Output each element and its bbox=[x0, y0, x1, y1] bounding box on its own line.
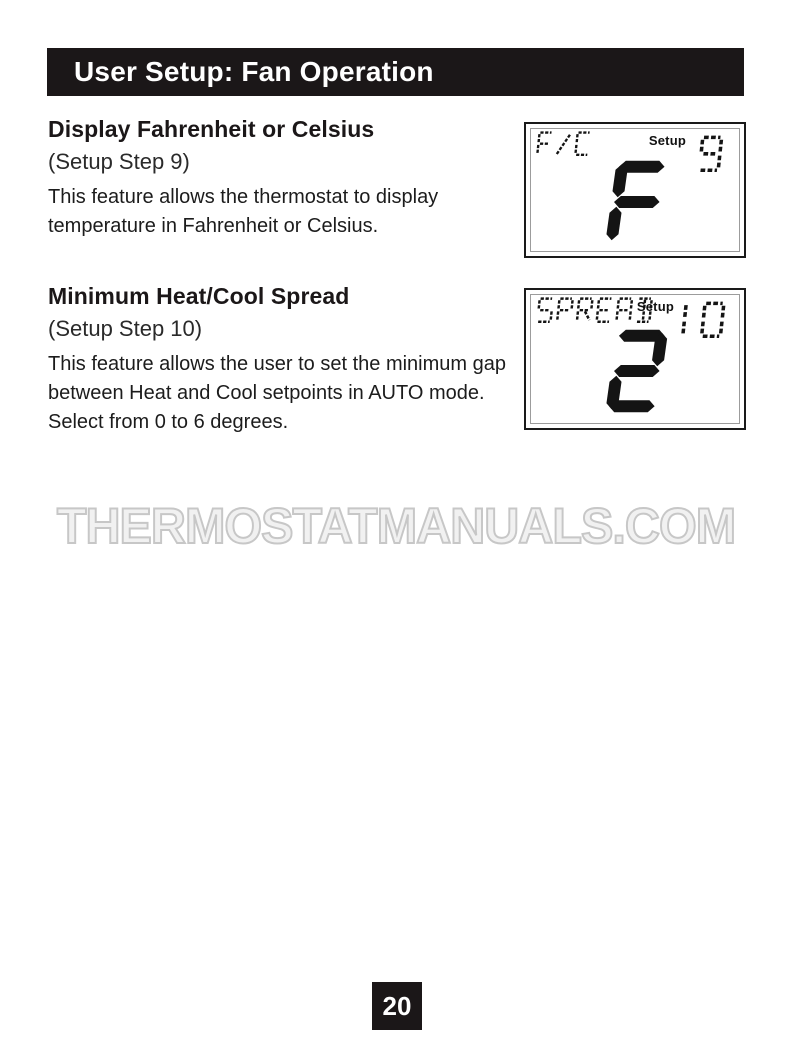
section-subheading: (Setup Step 10) bbox=[48, 316, 203, 341]
page-title: User Setup: Fan Operation bbox=[74, 56, 434, 87]
lcd-step-number bbox=[696, 135, 734, 175]
lcd-setup-label: Setup bbox=[636, 299, 674, 314]
section-body-text: This feature allows the thermostat to display temperature in Fahrenheit or Celsius. bbox=[48, 186, 439, 237]
lcd-value-digit bbox=[603, 159, 674, 245]
lcd-mode-label bbox=[535, 131, 599, 158]
section-body-text: This feature allows the user to set the minimum gap between Heat and Cool setpoints in AUTO mode. Select from 0 to 6 degrees. bbox=[48, 353, 506, 433]
lcd-display-step9 bbox=[524, 122, 746, 258]
section-heat-cool-spread bbox=[48, 283, 513, 437]
section-subheading: (Setup Step 9) bbox=[48, 149, 190, 174]
page-number: 20 bbox=[372, 982, 422, 1030]
lcd-display-step10 bbox=[524, 288, 746, 430]
lcd-setup-label: Setup bbox=[648, 133, 686, 148]
section-heading: Minimum Heat/Cool Spread bbox=[48, 283, 350, 309]
section-header-bar bbox=[47, 48, 744, 96]
lcd-step-number bbox=[670, 301, 736, 341]
watermark: THERMOSTATMANUALS.COM bbox=[56, 498, 736, 554]
lcd-value-digit bbox=[603, 328, 674, 414]
section-fahrenheit-celsius bbox=[48, 116, 513, 241]
section-heading: Display Fahrenheit or Celsius bbox=[48, 116, 375, 142]
